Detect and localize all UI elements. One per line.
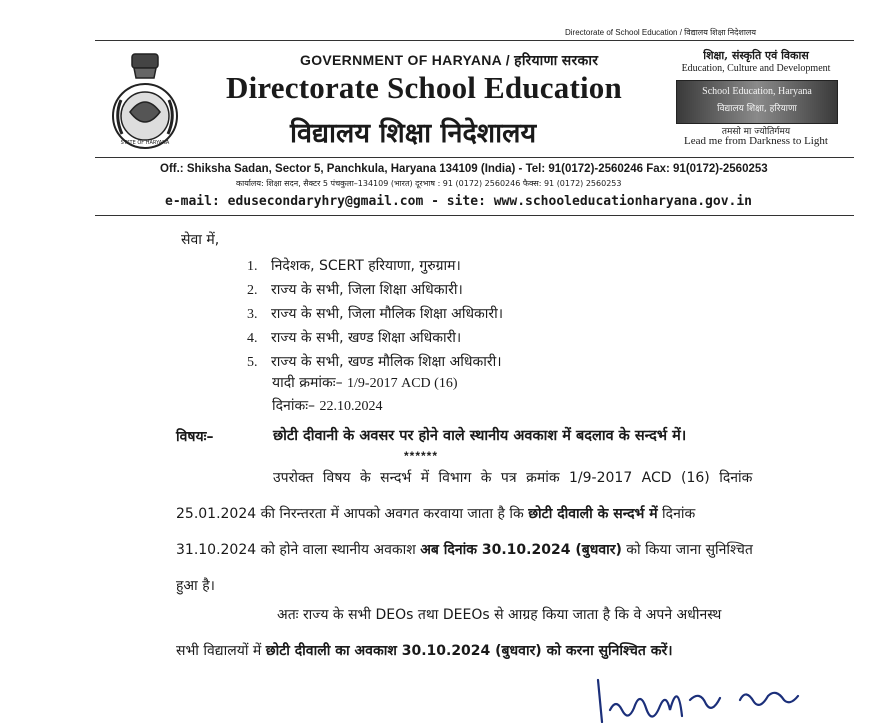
signature-image [590,670,810,723]
department-logo [672,48,840,150]
svg-text:STATE OF HARYANA: STATE OF HARYANA [120,140,170,146]
header-rule-top [95,40,854,41]
logo-panel-hindi: विद्यालय शिक्षा, हरियाणा [717,104,797,114]
logo-tagline-hindi: शिक्षा, संस्कृति एवं विकास [703,49,809,62]
letter-date-value: 22.10.2024 [319,399,383,414]
header-top-link: Directorate of School Education / विद्यालय शिक्षा निदेशालय [565,28,756,37]
list-item: 3. राज्य के सभी, जिला मौलिक शिक्षा अधिकारी। [247,306,504,322]
header-rule-middle [95,157,854,158]
directorate-title-english: Directorate School Education [226,70,622,105]
memo-number [272,373,457,392]
memo-number-label: यादी क्रमांकः– [272,375,343,391]
memo-number-value: 1/9-2017 ACD (16) [347,376,458,391]
letter-date [272,396,383,415]
office-address-english: Off.: Shiksha Sadan, Sector 5, Panchkula, Haryana 134109 (India) - Tel: 91(0172)-2560246 Fax: 91(0172)-2560253 [160,163,768,175]
subject-text: छोटी दीवानी के अवसर पर होने वाले स्थानीय अवकाश में बदलाव के सन्दर्भ में। [273,428,687,444]
haryana-emblem-icon [100,52,190,152]
paragraph-2-line-1: अतः राज्य के सभी DEOs तथा DEEOs से आग्रह किया जाता है कि वे अपने अधीनस्थ [277,607,722,623]
logo-panel [676,80,838,124]
paragraph-1-line-2: 25.01.2024 की निरन्तरता में आपको अवगत करवाया जाता है कि छोटी दीवाली के सन्दर्भ में दिनांक [176,506,696,522]
logo-motto-hindi: तमसो मा ज्योतिर्गमय [721,127,791,137]
government-line: GOVERNMENT OF HARYANA / हरियाणा सरकार [300,52,599,68]
directorate-title-hindi: विद्यालय शिक्षा निदेशालय [290,118,537,149]
letter-date-label: दिनांकः– [272,398,316,414]
paragraph-1-line-1: उपरोक्त विषय के सन्दर्भ में विभाग के पत्र क्रमांक 1/9-2017 ACD (16) दिनांक [273,470,753,486]
office-address-hindi: कार्यालय: शिक्षा सदन, सैक्टर 5 पंचकुला–134109 (भारत) दूरभाष : 91 (0172) 2560246 फैक्स: 91 (0172) 2560253 [236,179,622,188]
list-item: 1. निदेशक, SCERT हरियाणा, गुरुग्राम। [247,258,461,274]
header-rule-bottom [95,215,854,216]
list-item: 4. राज्य के सभी, खण्ड शिक्षा अधिकारी। [247,330,462,346]
paragraph-1-line-4: हुआ है। [176,578,215,594]
salutation: सेवा में, [181,232,220,248]
list-item: 5. राज्य के सभी, खण्ड मौलिक शिक्षा अधिकारी। [247,354,502,370]
list-item: 2. राज्य के सभी, जिला शिक्षा अधिकारी। [247,282,463,298]
paragraph-2-line-2: सभी विद्यालयों में छोटी दीवाली का अवकाश 30.10.2024 (बुधवार) को करना सुनिश्चित करें। [176,643,673,659]
paragraph-1-line-3: 31.10.2024 को होने वाला स्थानीय अवकाश अब दिनांक 30.10.2024 (बुधवार) को किया जाना सुनिश्चित [176,542,753,558]
recipient-list [247,254,503,374]
logo-tagline-english: Education, Culture and Development [681,63,831,74]
logo-panel-english: School Education, Haryana [702,86,812,97]
subject-separator: ****** [404,449,439,463]
subject-label: विषयः– [176,429,214,445]
logo-motto-english: Lead me from Darkness to Light [684,135,828,147]
email-site-line: e-mail: edusecondaryhry@gmail.com - site: www.schooleducationharyana.gov.in [165,194,752,209]
